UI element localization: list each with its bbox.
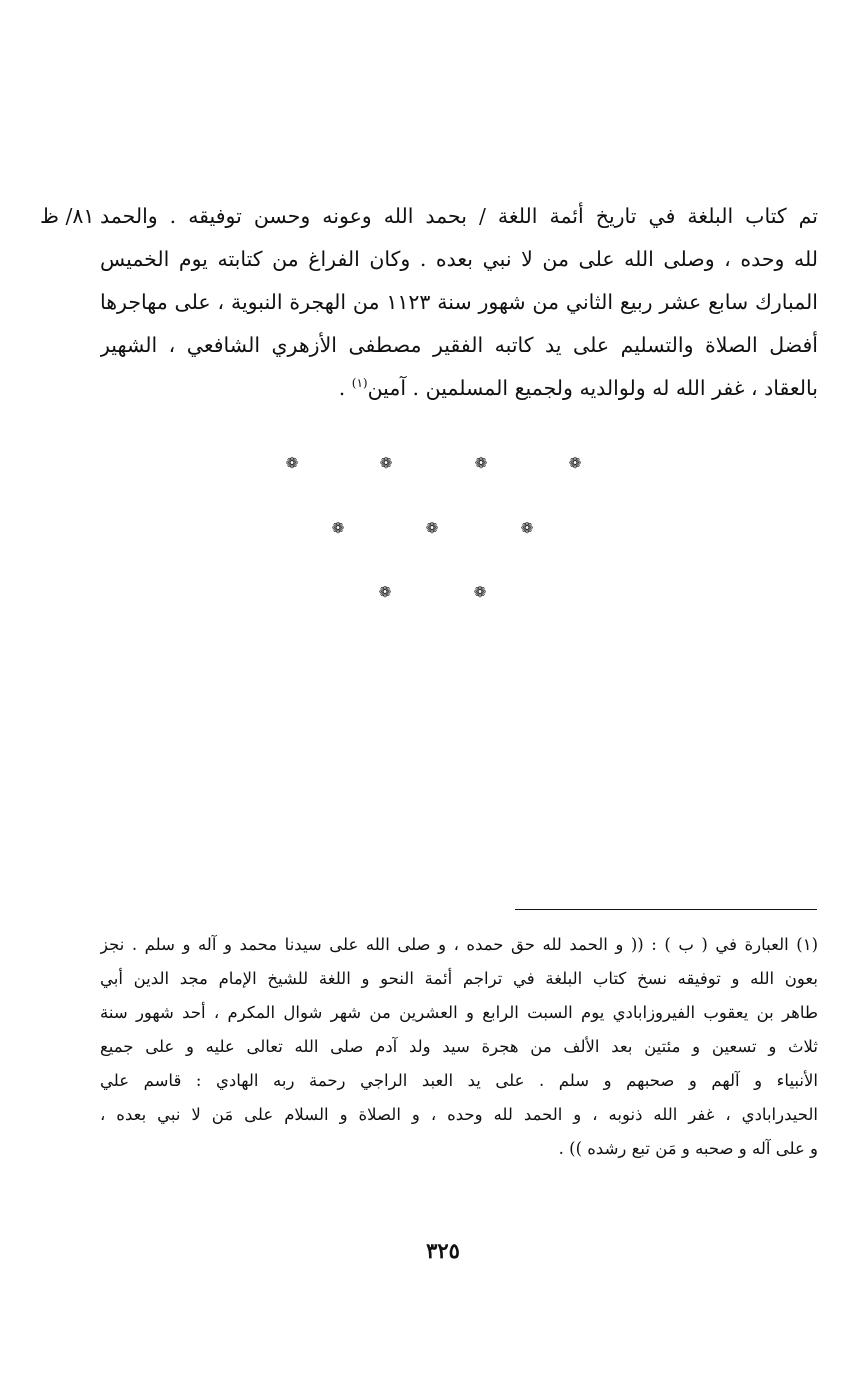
margin-note: ٨١/ ظ (40, 204, 95, 228)
ornament-icon: ❁ (474, 454, 488, 472)
main-text-line: لله وحده ، وصلى الله على من لا نبي بعده . وكان الفراغ من كتابته يوم الخميس (100, 247, 818, 271)
main-text-last-line: بالعقاد ، غفر الله له ولوالديه ولجميع المسلمين . آمين (367, 376, 818, 400)
footnote-reference: (١) (351, 376, 368, 391)
footnote-line: بعون الله و توفيقه نسخ كتاب البلغة في تراجم أئمة النحو و اللغة للشيخ الإمام مجد الدين أبي (100, 969, 818, 988)
ornament-icon: ❁ (473, 583, 487, 601)
footnote-rule (515, 909, 817, 910)
footnote-line: و على آله و صحبه و مَن تبع رشده )) . (558, 1139, 818, 1158)
footnote-line: (١) العبارة في ( ب ) : (( و الحمد لله حق حمده ، و صلى الله على سيدنا محمد و آله و سلم . نجز (100, 935, 818, 954)
footnote-line: الأنبياء و آلهم و صحبهم و سلم . على يد العبد الراجي رحمة ربه الهادي : قاسم علي (100, 1071, 818, 1090)
ornament-icon: ❁ (379, 454, 393, 472)
ornament-icon: ❁ (568, 454, 582, 472)
main-text-line: تم كتاب البلغة في تاريخ أئمة اللغة / بحمد الله وعونه وحسن توفيقه . والحمد (100, 204, 818, 228)
main-text (100, 195, 818, 410)
main-text-line: المبارك سابع عشر ربيع الثاني من شهور سنة ١١٢٣ من الهجرة النبوية ، على مهاجرها (100, 290, 818, 314)
ornament-icon: ❁ (285, 454, 299, 472)
page-number: ٣٢٥ (426, 1238, 460, 1263)
footnotes (100, 928, 818, 1166)
ornament-icon: ❁ (331, 519, 345, 537)
footnote-line: طاهر بن يعقوب الفيروزابادي يوم السبت الرابع و العشرين من شهر شوال المكرم ، أحد شهور سنة (100, 1003, 818, 1022)
main-text-line (100, 367, 818, 410)
ornament-icon: ❁ (378, 583, 392, 601)
ornament-icon: ❁ (425, 519, 439, 537)
end-mark: . (338, 376, 352, 400)
footnote-line: الحيدرابادي ، غفر الله ذنوبه ، و الحمد لله وحده ، و الصلاة و السلام على مَن لا نبي بعده ، (100, 1105, 818, 1124)
main-text-line: أفضل الصلاة والتسليم على يد كاتبه الفقير مصطفى الأزهري الشافعي ، الشهير (100, 333, 818, 357)
ornament-icon: ❁ (520, 519, 534, 537)
footnote-line: ثلاث و تسعين و مئتين بعد الألف من هجرة سيد ولد آدم صلى الله تعالى عليه و على جميع (100, 1037, 818, 1056)
